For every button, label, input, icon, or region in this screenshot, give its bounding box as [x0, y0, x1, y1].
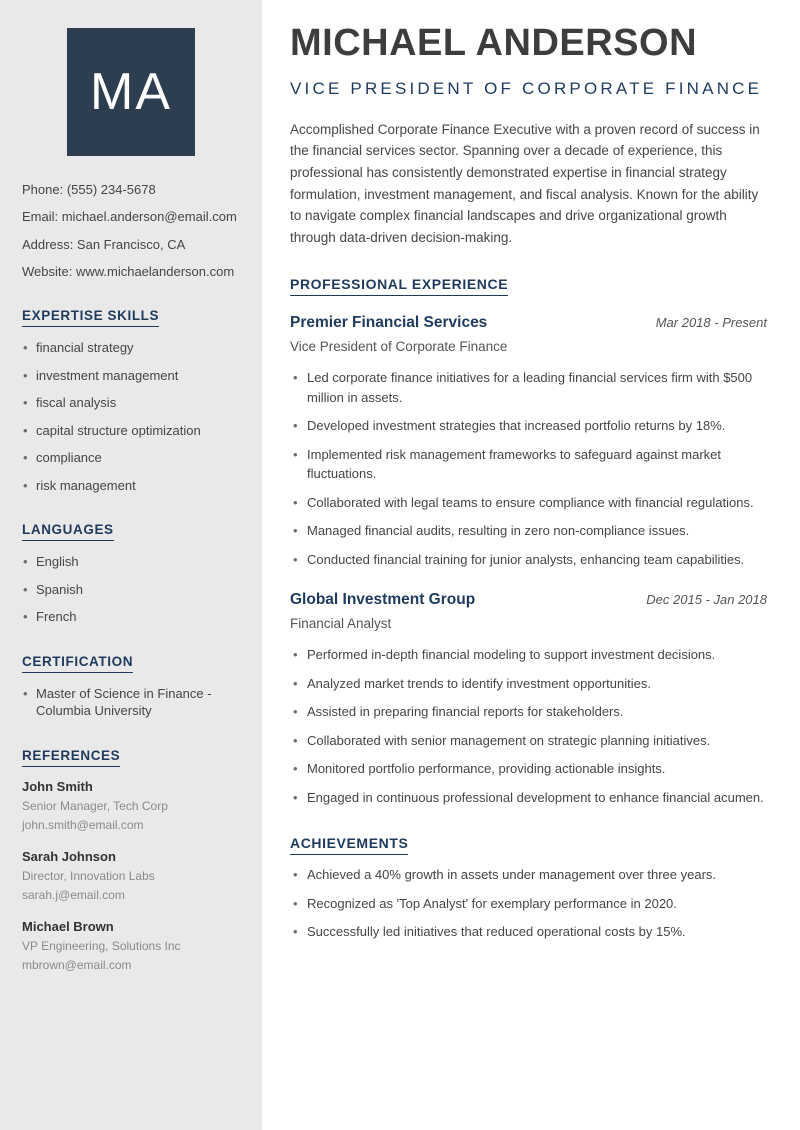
reference-name: John Smith: [22, 779, 93, 795]
certification-list: [22, 685, 240, 720]
job-role: Financial Analyst: [290, 616, 392, 632]
language-item: • French: [22, 608, 240, 626]
contact-website: Website: www.michaelanderson.com: [22, 263, 235, 279]
job-bullet: • Implemented risk management frameworks to safeguard against market fluctuations.: [290, 445, 767, 484]
job-bullets: [290, 368, 767, 569]
language-item: • English: [22, 553, 240, 571]
job-bullet: • Collaborated with senior management on strategic planning initiatives.: [290, 731, 767, 751]
languages-section: [22, 522, 240, 626]
experience-heading: PROFESSIONAL EXPERIENCE: [290, 276, 767, 292]
expertise-list: [22, 339, 240, 494]
achievement-item: • Achieved a 40% growth in assets under management over three years.: [290, 865, 767, 885]
achievements-heading: ACHIEVEMENTS: [290, 835, 767, 851]
job-bullet: • Engaged in continuous professional development to enhance financial acumen.: [290, 788, 767, 808]
job-dates: Mar 2018 - Present: [655, 315, 767, 331]
languages-list: [22, 553, 240, 626]
certification-section: [22, 654, 240, 720]
job-bullet: • Conducted financial training for junior analysts, enhancing team capabilities.: [290, 550, 767, 570]
job-bullet: • Collaborated with legal teams to ensure compliance with financial regulations.: [290, 493, 767, 513]
job-bullet: • Monitored portfolio performance, providing actionable insights.: [290, 759, 767, 779]
reference-email: mbrown@email.com: [22, 958, 132, 973]
reference-entry: [22, 919, 240, 973]
skill-item: • capital structure optimization: [22, 422, 240, 440]
person-title: VICE PRESIDENT OF CORPORATE FINANCE: [290, 78, 763, 98]
contact-phone: Phone: (555) 234-5678: [22, 182, 156, 197]
certification-heading: CERTIFICATION: [22, 654, 240, 669]
expertise-heading: EXPERTISE SKILLS: [22, 308, 240, 323]
expertise-section: [22, 308, 240, 494]
languages-heading: LANGUAGES: [22, 522, 240, 537]
reference-email: sarah.j@email.com: [22, 888, 125, 903]
sidebar: [0, 0, 262, 1130]
skill-item: • fiscal analysis: [22, 394, 240, 412]
skill-item: • financial strategy: [22, 339, 240, 357]
job-bullet: • Analyzed market trends to identify investment opportunities.: [290, 674, 767, 694]
references-heading: REFERENCES: [22, 748, 240, 763]
job-bullet: • Developed investment strategies that increased portfolio returns by 18%.: [290, 416, 767, 436]
avatar-initials: MA: [90, 63, 172, 121]
reference-title: VP Engineering, Solutions Inc: [22, 939, 181, 954]
job-dates: Dec 2015 - Jan 2018: [646, 592, 767, 608]
reference-email: john.smith@email.com: [22, 818, 144, 833]
contact-address: Address: San Francisco, CA: [22, 236, 186, 252]
person-name: MICHAEL ANDERSON: [290, 22, 698, 64]
company-name: Global Investment Group: [290, 591, 476, 609]
job-entry: [290, 314, 767, 569]
reference-title: Director, Innovation Labs: [22, 869, 155, 884]
language-item: • Spanish: [22, 581, 240, 599]
reference-entry: [22, 849, 240, 903]
achievements-list: [290, 865, 767, 942]
main-content: [262, 0, 800, 1130]
job-bullet: • Managed financial audits, resulting in zero non-compliance issues.: [290, 521, 767, 541]
achievement-item: • Successfully led initiatives that reduced operational costs by 15%.: [290, 922, 767, 942]
achievement-item: • Recognized as 'Top Analyst' for exemplary performance in 2020.: [290, 894, 767, 914]
company-name: Premier Financial Services: [290, 314, 488, 332]
references-list: [22, 779, 240, 973]
reference-title: Senior Manager, Tech Corp: [22, 799, 168, 814]
job-entry: [290, 591, 767, 807]
job-header: [290, 314, 767, 332]
skill-item: • compliance: [22, 449, 240, 467]
reference-name: Michael Brown: [22, 919, 114, 935]
job-bullet: • Led corporate finance initiatives for a leading financial services firm with $500 million in assets.: [290, 368, 767, 407]
job-header: [290, 591, 767, 609]
certification-item: • Master of Science in Finance - Columbia University: [22, 685, 240, 720]
job-bullets: [290, 645, 767, 807]
skill-item: • investment management: [22, 367, 240, 385]
job-bullet: • Performed in-depth financial modeling to support investment decisions.: [290, 645, 767, 665]
reference-entry: [22, 779, 240, 833]
contact-email: Email: michael.anderson@email.com: [22, 209, 237, 225]
contact-info: [22, 182, 240, 280]
summary-paragraph: Accomplished Corporate Finance Executive with a proven record of success in the financial services sector. Spanning over a decade of experience, this professional has consistently demonstrated expertise in financial strategy formulation, investment management, and fiscal analysis. Known for the ability to navigate complex financial landscapes and drive organizational growth through data-driven decision-making.: [290, 121, 760, 245]
job-bullet: • Assisted in preparing financial reports for stakeholders.: [290, 702, 767, 722]
skill-item: • risk management: [22, 477, 240, 495]
references-section: [22, 748, 240, 973]
reference-name: Sarah Johnson: [22, 849, 116, 865]
job-role: Vice President of Corporate Finance: [290, 339, 508, 355]
avatar: [67, 28, 195, 156]
